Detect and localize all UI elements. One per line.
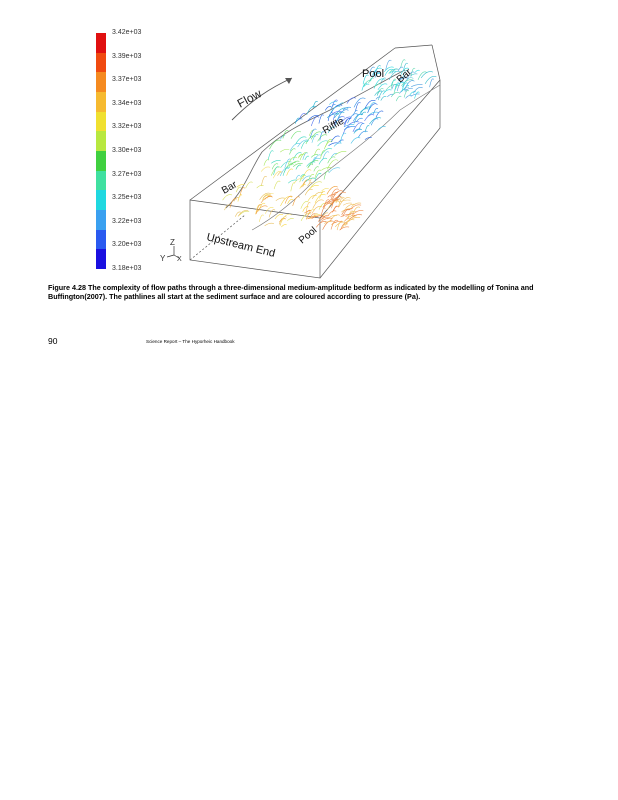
pathline: [410, 92, 416, 96]
pathline: [334, 143, 342, 146]
pathline: [358, 131, 367, 137]
pathline: [430, 79, 434, 87]
pathline: [238, 195, 242, 202]
upstream-end-label: Upstream End: [205, 231, 277, 260]
colorbar-tick-label: 3.20e+03: [112, 241, 142, 249]
pathline: [289, 163, 296, 167]
pathline: [323, 221, 334, 230]
pathline: [301, 214, 311, 221]
colorbar-tick-label: 3.25e+03: [112, 194, 142, 202]
pathline: [313, 200, 324, 209]
pathline: [287, 169, 293, 176]
flow-label: Flow: [234, 86, 264, 111]
pathline: [308, 185, 319, 191]
pathline: [334, 206, 338, 211]
pathline: [265, 223, 274, 226]
pathline: [261, 167, 270, 172]
pathline: [406, 95, 412, 98]
pathline: [308, 183, 313, 186]
pathlines: [223, 60, 437, 230]
pathline: [371, 119, 378, 126]
pathline: [405, 88, 413, 91]
pathline: [318, 141, 328, 146]
pathline: [291, 183, 295, 192]
pathline: [381, 96, 387, 100]
pathline: [356, 118, 362, 122]
flow-path-figure: [0, 0, 618, 300]
colorbar-tick-label: 3.39e+03: [112, 52, 142, 60]
pathline: [353, 111, 357, 116]
pathline: [308, 160, 319, 167]
pathline: [351, 138, 360, 144]
pathline: [386, 60, 392, 70]
pathline: [316, 221, 326, 227]
pathline: [314, 149, 320, 155]
pathline: [396, 96, 401, 101]
colorbar-tick-label: 3.18e+03: [112, 265, 142, 272]
pathline: [383, 90, 392, 95]
pathline: [329, 143, 339, 146]
pathline: [296, 175, 300, 179]
pathline: [311, 117, 319, 126]
axis-triad: [160, 238, 182, 263]
pathline: [328, 211, 336, 215]
colorbar-tick-label: 3.42e+03: [112, 29, 142, 36]
axis-y-label: Y: [160, 254, 166, 263]
pathline: [261, 176, 266, 186]
pathline: [339, 200, 350, 202]
pathline: [290, 143, 300, 151]
pathline: [264, 160, 269, 166]
riffle-label: Riffle: [321, 115, 347, 137]
pathline: [321, 208, 325, 216]
pathline: [361, 112, 366, 115]
pathline: [378, 126, 386, 130]
colorbar-tick-label: 3.27e+03: [112, 170, 142, 178]
pathline: [359, 123, 364, 129]
pathline: [289, 149, 295, 155]
pathline: [275, 214, 283, 219]
pathline: [369, 118, 381, 125]
colorbar-tick-label: 3.32e+03: [112, 123, 142, 131]
pathline: [348, 122, 360, 126]
pathline: [324, 171, 329, 179]
running-title: Science Report – The Hyporheic Handbook: [146, 339, 235, 344]
pathline: [343, 107, 351, 110]
pathline: [348, 217, 360, 221]
pathline: [404, 90, 409, 97]
pathline: [271, 160, 280, 163]
pathline: [291, 131, 301, 138]
pathline: [324, 141, 332, 149]
pathline: [240, 188, 245, 197]
pathline: [300, 185, 306, 189]
pathline: [350, 215, 362, 219]
pathline: [257, 185, 264, 188]
pool-top-label: Pool: [362, 68, 385, 80]
colorbar-tick-label: 3.37e+03: [112, 76, 142, 84]
pathline: [411, 85, 422, 87]
pathline: [268, 151, 273, 160]
pathline: [325, 139, 332, 147]
axis-x-label: X: [177, 256, 182, 263]
pathline: [287, 218, 294, 220]
bar-top-label: Bar: [394, 66, 414, 86]
pathline: [246, 182, 253, 188]
pathline: [322, 188, 329, 191]
colorbar-tick-label: 3.22e+03: [112, 217, 142, 225]
figure-caption: Figure 4.28 The complexity of flow paths through a three-dimensional medium-amplitude bedform as indicated by the modelling of Tonina and Buffington(2007). The pathlines all start at the sediment surface and are coloured according to pressure (Pa).: [48, 283, 534, 301]
pathline: [391, 92, 399, 97]
pathline: [281, 225, 286, 227]
pathline: [374, 108, 379, 114]
colorbar-tick-label: 3.30e+03: [112, 147, 142, 154]
pathline: [413, 87, 422, 93]
pathline: [331, 136, 339, 142]
pathline: [305, 189, 313, 195]
pathline: [376, 97, 381, 99]
pathline: [274, 181, 280, 189]
pathline: [305, 156, 309, 160]
pathline: [378, 84, 387, 90]
pathline: [405, 81, 415, 90]
pathline: [319, 115, 324, 124]
pathline: [354, 129, 362, 133]
pathline: [270, 140, 282, 149]
colorbar-tick-label: 3.34e+03: [112, 99, 142, 107]
pathline: [314, 155, 321, 161]
pathline: [293, 197, 300, 206]
pathline: [259, 215, 264, 222]
axis-z-label: Z: [170, 238, 175, 247]
pathline: [336, 108, 348, 114]
pathline: [340, 133, 346, 143]
page-number: 90: [48, 336, 58, 346]
pathline: [280, 149, 289, 152]
pool-bottom-label: Pool: [296, 225, 320, 247]
pathline: [415, 70, 420, 72]
bar-left-label: Bar: [220, 179, 239, 197]
